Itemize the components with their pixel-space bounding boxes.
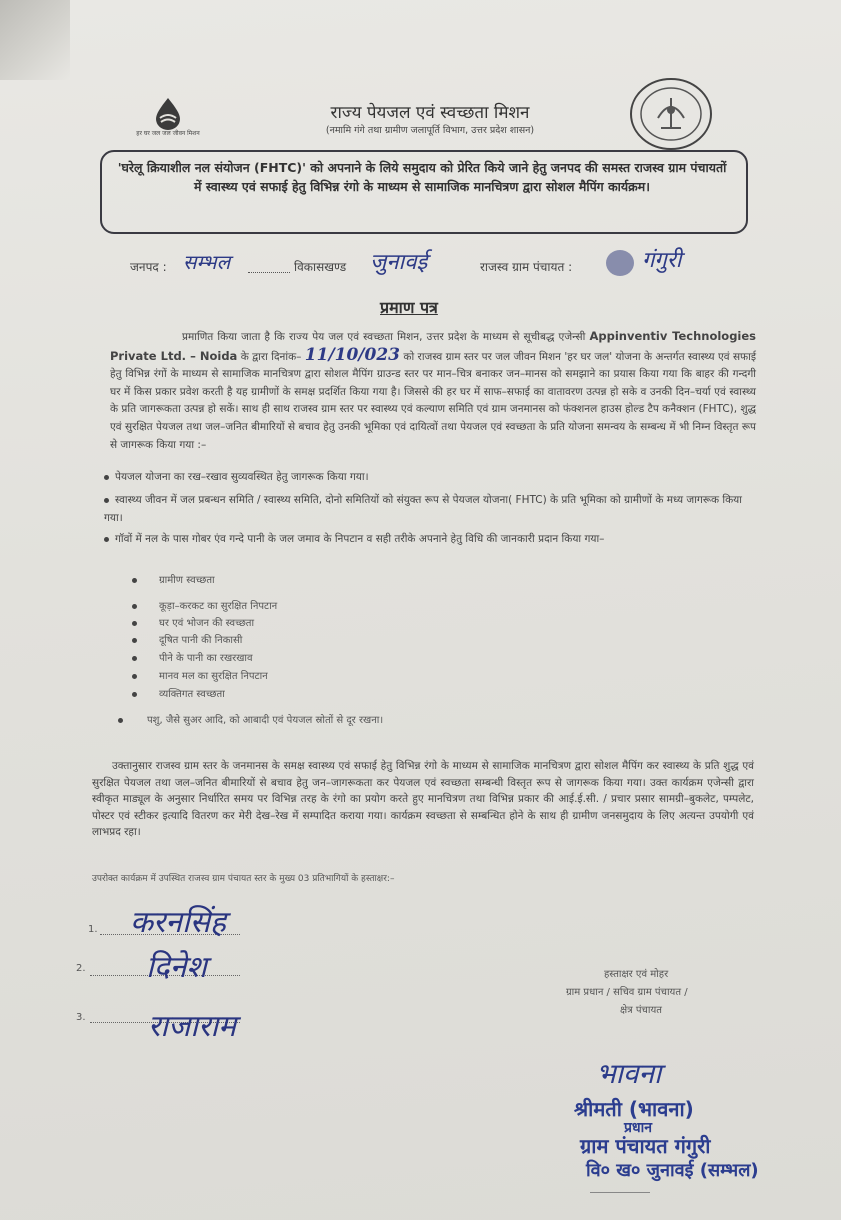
sub-bullet-item: ग्रामीण स्वच्छता — [132, 572, 215, 586]
bullet-item: गॉवों में नल के पास गोबर एंव गन्दे पानी के जल जमाव के निपटान व सही तरीके अपनाने हेतु विधि की जानकारी प्रदान किया गया– — [104, 532, 756, 546]
logo-caption: हर घर जल जल जीवन मिशन — [136, 130, 200, 137]
bullet-dot-icon — [118, 718, 123, 723]
mission-title: राज्य पेयजल एवं स्वच्छता मिशन — [330, 103, 530, 123]
stamp-panchayat: ग्राम पंचायत गंगुरी — [580, 1134, 711, 1158]
paragraph-1-intro: प्रमाणित किया जाता है कि राज्य पेय जल एवं स्वच्छता मिशन, उत्तर प्रदेश के माध्यम से सूचीबद्ध एजेन्सी — [182, 331, 586, 343]
stamp-name: श्रीमती (भावना) — [574, 1097, 694, 1121]
participant-signature-3: राजाराम — [148, 1009, 237, 1044]
har-ghar-jal-logo — [128, 96, 208, 137]
bullet-dot-icon — [132, 578, 137, 583]
program-description: 'घरेलू क्रियाशील नल संयोजन (FHTC)' को अपनाने के लिये समुदाय को प्रेरित किये जाने हेतु जनपद की समस्त राजस्व ग्राम पंचायतों में स्वास्थ्य एवं सफाई हेतु विभिन्न रंगो के माध्यम से सामाजिक मानचित्रण द्वारा सोशल मैपिंग कार्यक्रम। — [117, 160, 727, 194]
certificate-paragraph-1 — [110, 328, 756, 454]
bullet-dot-icon — [132, 621, 137, 626]
sub-bullet-item: पीने के पानी का रखरखाव — [132, 650, 253, 664]
block-label: विकासखण्ड — [294, 260, 347, 274]
sub-bullet-item: मानव मल का सुरक्षित निपटान — [132, 668, 268, 682]
up-government-seal — [628, 76, 714, 156]
water-drop-logo-icon — [150, 96, 186, 130]
participant-number: 1. — [88, 924, 98, 935]
certificate-paragraph-2: उक्तानुसार राजस्व ग्राम स्तर के जनमानस के समक्ष स्वास्थ्य एवं सफाई हेतु विभिन्न रंगो के माध्यम से सामाजिक मानचित्रण द्वारा सोशल मैपिंग कर स्वास्थ्य के प्रति शुद्ध एवं सुरक्षित पेयजल तथा जल–जनित बीमारियों से बचाव हेतु जन–जागरूकता कर पेयजल एवं स्वच्छता सम्बन्धी विस्तृत रूप से जागरूक किया गया। उक्त कार्यक्रम एजेन्सी द्वारा स्वीकृत माड्यूल के अनुसार निर्धारित समय पर विभिन्न तरह के रंगो का प्रयोग करते हुए मानचित्रण तथा विभिन्न प्रकार की आई.ई.सी. / प्रचार प्रसार सामग्री–बुकलेट, पम्पलेट, पोस्टर एवं स्टीकर इत्यादि वितरण कर मेरी देख–रेख में सम्पादित कराया गया। कार्यक्रम स्वच्छता से सम्बन्धित होने के साथ ही ग्रामीण जनसमुदाय के लिए अत्यन्त उपयोगी एवं लाभप्रद रहा। — [92, 760, 754, 839]
bullet-dot-icon — [132, 656, 137, 661]
bullet-dot-icon — [132, 692, 137, 697]
bullet-dot-icon — [132, 674, 137, 679]
bullet-dot-icon — [104, 537, 109, 542]
participant-signature-2: दिनेश — [146, 950, 207, 985]
paragraph-1-body: को राजस्व ग्राम स्तर पर जल जीवन मिशन 'हर घर जल' योजना के अन्तर्गत स्वास्थ्य एवं सफाई हेतु विभिन्न रंगों के माध्यम से सामाजिक मानचित्रण द्वारा सोशल मैपिंग ग्राउन्ड स्तर पर मान–चित्र बनाकर जन–मानस को समझाने का प्रयास किया गया कि बाहर की गन्दगी घर में किस प्रकार प्रवेश करती है यह ग्रामीणों के समक्ष प्रदर्शित किया गया है। जिससे की हर घर में साफ–सफाई का वातावरण उत्पन्न हो सके व उनकी दिन–चर्या एवं स्वास्थ्य के प्रति जागरूकता उत्पन्न हो सकें। साथ ही साथ राजस्व ग्राम स्तर पर स्वास्थ्य एवं कल्याण समिति एवं ग्राम जनमानस को फंक्शनल हाउस होल्ड टैप कनैक्शन (FHTC), शुद्ध एवं सुरक्षित पेयजल तथा जल–जनित बीमारियों से बचाव हेतु उनकी भूमिका एवं दायित्वों तथा पेयजल एवं स्वच्छता के प्रति योजना समन्वय के सम्बन्ध में भी निम्न विस्तृत रूप से जागरूक किया गया :– — [110, 350, 757, 451]
panchayat-label: राजस्व ग्राम पंचायत : — [480, 260, 573, 274]
sub-bullet-item: घर एवं भोजन की स्वच्छता — [132, 615, 254, 629]
participants-note: उपरोक्त कार्यक्रम में उपस्थित राजस्व ग्राम पंचायत स्तर के मुख्य 03 प्रतिभागियों के हस्ताक्षर:– — [92, 874, 395, 884]
paragraph-1-date-lead: के द्वारा दिनांक– — [240, 350, 302, 363]
stamp-block-district: वि० ख० जुनावई (सम्भल) — [586, 1160, 759, 1181]
signatory-role-label: ग्राम प्रधान / सचिव ग्राम पंचायत / — [566, 987, 688, 998]
sub-bullet-item: पशु, जैसे सुअर आदि, को आबादी एवं पेयजल स्रोतों से दूर रखना। — [118, 712, 383, 726]
participant-number: 2. — [76, 963, 86, 974]
bullet-item: स्वास्थ्य जीवन में जल प्रबन्धन समिति / स्वास्थ्य समिति, दोनो समितियों को संयुक्त रूप से पेयजल योजना( FHTC) के प्रति भूमिका को ग्रामीणों के मध्य जागरूक किया गया। — [104, 494, 742, 524]
mission-subtitle: (नमामि गंगे तथा ग्रामीण जलापूर्ति विभाग, उत्तर प्रदेश शासन) — [325, 125, 535, 136]
stamp-underline — [590, 1192, 650, 1193]
emblem-icon — [628, 76, 714, 152]
bullet-item: पेयजल योजना का रख–रखाव सुव्यवस्थित हेतु जागरूक किया गया। — [104, 470, 756, 484]
district-dotted-line — [248, 272, 290, 273]
sub-bullet-item: व्यक्तिगत स्वच्छता — [132, 686, 225, 700]
program-date: 11/10/023 — [304, 344, 400, 365]
panchayat-stamp-mark — [606, 250, 634, 276]
signature-and-seal-label: हस्ताक्षर एवं मोहर — [604, 969, 669, 980]
bullet-dot-icon — [104, 475, 109, 480]
bullet-dot-icon — [104, 498, 109, 503]
sub-bullet-item: कूड़ा–करकट का सुरक्षित निपटान — [132, 598, 277, 612]
page-fold — [0, 0, 70, 80]
bullet-dot-icon — [132, 638, 137, 643]
participant-signature-1: करनसिंह — [130, 905, 226, 940]
stamp-designation: प्रधान — [624, 1120, 652, 1136]
bullet-dot-icon — [132, 604, 137, 609]
district-label: जनपद : — [130, 260, 167, 274]
participant-number: 3. — [76, 1012, 86, 1023]
district-value: सम्भल — [183, 250, 231, 274]
certificate-heading: प्रमाण पत्र — [380, 298, 438, 317]
agency-name: Appinventiv Technologies Private Ltd. – Noida — [110, 329, 757, 363]
signatory-role-label-2: क्षेत्र पंचायत — [620, 1005, 662, 1016]
panchayat-value: गंगुरी — [642, 248, 682, 273]
pradhan-signature: भावना — [596, 1057, 662, 1090]
sub-bullet-item: दूषित पानी की निकासी — [132, 632, 242, 646]
block-value: जुनावई — [370, 250, 428, 275]
